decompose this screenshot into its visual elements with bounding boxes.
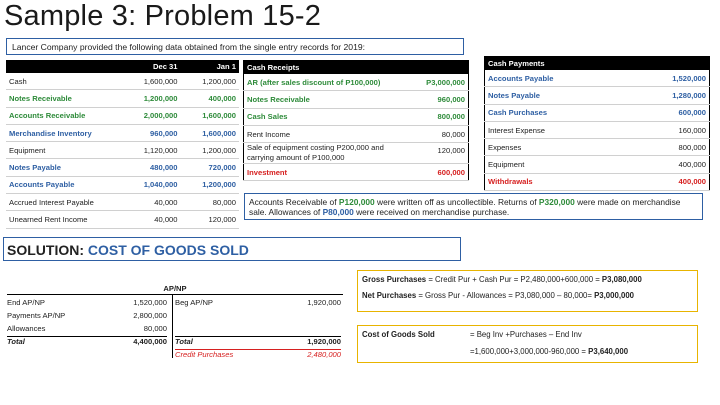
apnp-amount: 1,920,000: [307, 298, 341, 307]
apnp-t-account: [7, 283, 343, 370]
note-text-2: were written off as uncollectible. Returns of: [374, 197, 539, 207]
balance-row: [6, 142, 239, 159]
apnp-credit-total-row: [175, 336, 341, 350]
payment-row-label: Notes Payable: [485, 87, 629, 104]
receipt-row-label: Cash Sales: [244, 108, 411, 125]
gross-purchases-line: [362, 274, 693, 290]
balance-dec: 480,000: [122, 159, 181, 176]
note-value-returns: P320,000: [538, 197, 575, 207]
apnp-label: Total: [175, 337, 193, 346]
balance-row: [6, 90, 239, 107]
note-value-writeoff: P120,000: [338, 197, 375, 207]
apnp-amount: 80,000: [143, 324, 167, 333]
apnp-title: AP/NP: [7, 283, 343, 295]
apnp-label: Allowances: [7, 324, 46, 333]
cogs-calc: =1,600,000+3,000,000-960,000 =: [470, 347, 589, 356]
receipt-row: [244, 108, 469, 125]
payment-row: [485, 139, 710, 156]
receipt-row-amount: 960,000: [410, 91, 469, 108]
balance-jan: 1,200,000: [181, 176, 240, 193]
payment-row: [485, 156, 710, 173]
receipt-row-amount: 800,000: [410, 108, 469, 125]
balances-header-dec: Dec 31: [122, 60, 181, 73]
balance-label: Notes Receivable: [6, 90, 122, 107]
balance-label: Accounts Receivable: [6, 107, 122, 124]
apnp-debit-total-row: [7, 337, 167, 350]
payment-row-label: Interest Expense: [485, 121, 629, 138]
apnp-credit-side: [175, 298, 341, 363]
receipt-row-label: Investment: [244, 164, 411, 181]
apnp-amount: 2,480,000: [307, 350, 341, 359]
payment-row: [485, 104, 710, 121]
cash-payments-table: [484, 56, 710, 191]
apnp-label: Credit Purchases: [175, 350, 234, 359]
payment-row: [485, 173, 710, 190]
receipt-row-amount: 120,000: [410, 143, 469, 164]
balance-row: [6, 159, 239, 176]
apnp-credit-purchases-row: [175, 350, 341, 363]
receipt-row-label: AR (after sales discount of P100,000): [244, 74, 411, 91]
receipt-row: [244, 74, 469, 91]
payment-row-amount: 600,000: [629, 104, 710, 121]
apnp-amount: 2,800,000: [133, 311, 167, 320]
balance-jan: 1,200,000: [181, 73, 240, 90]
balance-label: Unearned Rent Income: [6, 211, 122, 228]
balance-jan: 1,200,000: [181, 142, 240, 159]
balances-header-label: [6, 60, 122, 73]
balances-table: [6, 60, 239, 229]
receipt-row-amount: 80,000: [410, 125, 469, 142]
receipt-row: [244, 164, 469, 181]
balance-dec: 960,000: [122, 124, 181, 141]
apnp-debit-row: [7, 311, 167, 324]
balance-jan: 720,000: [181, 159, 240, 176]
payment-row-amount: 400,000: [629, 156, 710, 173]
gross-formula: = Credit Pur + Cash Pur = P2,480,000+600,000 =: [426, 275, 602, 284]
purchases-box: [357, 270, 698, 312]
receipt-row-label: Sale of equipment costing P200,000 and carrying amount of P100,000: [244, 143, 411, 164]
apnp-debit-row: [7, 298, 167, 311]
note-text-1: Accounts Receivable of: [249, 197, 339, 207]
apnp-debit-row: [7, 324, 167, 337]
balance-dec: 1,200,000: [122, 90, 181, 107]
apnp-amount: 4,400,000: [133, 337, 167, 346]
balance-dec: 2,000,000: [122, 107, 181, 124]
adjustments-note: [244, 193, 703, 220]
receipt-row: [244, 91, 469, 108]
apnp-label: Beg AP/NP: [175, 298, 213, 307]
balance-dec: 1,120,000: [122, 142, 181, 159]
payment-row-label: Equipment: [485, 156, 629, 173]
balance-row: [6, 194, 239, 211]
cogs-formula: = Beg Inv +Purchases – End Inv: [470, 330, 582, 339]
apnp-credit-row: [175, 298, 341, 336]
receipt-row: [244, 143, 469, 164]
note-value-allowances: P80,000: [322, 207, 354, 217]
balance-label: Notes Payable: [6, 159, 122, 176]
payment-row-amount: 800,000: [629, 139, 710, 156]
gross-label: Gross Purchases: [362, 275, 427, 284]
balances-header-jan: Jan 1: [181, 60, 240, 73]
balance-row: [6, 176, 239, 193]
balance-label: Merchandise Inventory: [6, 124, 122, 141]
balance-label: Cash: [6, 73, 122, 90]
apnp-label: Payments AP/NP: [7, 311, 66, 320]
receipt-row-amount: P3,000,000: [410, 74, 469, 91]
net-label: Net Purchases: [362, 291, 417, 300]
balance-jan: 120,000: [181, 211, 240, 228]
apnp-label: End AP/NP: [7, 298, 45, 307]
receipts-header: Cash Receipts: [244, 61, 469, 75]
balance-jan: 80,000: [181, 194, 240, 211]
receipt-row-label: Rent Income: [244, 125, 411, 142]
payment-row-label: Accounts Payable: [485, 70, 629, 87]
balance-label: Equipment: [6, 142, 122, 159]
page-title: Sample 3: Problem 15-2: [4, 0, 322, 32]
note-text-4: were received on merchandise purchase.: [353, 207, 510, 217]
apnp-amount: 1,520,000: [133, 298, 167, 307]
balance-jan: 1,600,000: [181, 124, 240, 141]
solution-prefix: SOLUTION:: [7, 242, 88, 258]
balance-label: Accrued Interest Payable: [6, 194, 122, 211]
t-account-divider: [172, 295, 173, 358]
balance-row: [6, 124, 239, 141]
cogs-label: Cost of Goods Sold: [362, 330, 435, 339]
payment-row-label: Expenses: [485, 139, 629, 156]
apnp-amount: 1,920,000: [307, 337, 341, 346]
balance-jan: 1,600,000: [181, 107, 240, 124]
payment-row: [485, 70, 710, 87]
payment-row: [485, 121, 710, 138]
payment-row-amount: 400,000: [629, 173, 710, 190]
cogs-result: P3,640,000: [588, 347, 629, 356]
net-purchases-line: [362, 290, 693, 304]
receipt-row-label: Notes Receivable: [244, 91, 411, 108]
cogs-box: [357, 325, 698, 363]
balance-dec: 40,000: [122, 194, 181, 211]
balance-label: Accounts Payable: [6, 176, 122, 193]
payment-row-amount: 1,520,000: [629, 70, 710, 87]
cogs-calculation: [470, 347, 628, 356]
cash-receipts-table: [243, 60, 469, 181]
receipt-row-amount: 600,000: [410, 164, 469, 181]
balance-row: [6, 73, 239, 90]
balance-dec: 1,600,000: [122, 73, 181, 90]
payments-header: Cash Payments: [485, 57, 710, 71]
payment-row-amount: 1,280,000: [629, 87, 710, 104]
apnp-label: Total: [7, 337, 25, 346]
payment-row-label: Withdrawals: [485, 173, 629, 190]
balance-dec: 40,000: [122, 211, 181, 228]
solution-topic: COST OF GOODS SOLD: [87, 242, 249, 258]
net-formula: = Gross Pur - Allowances = P3,080,000 – 80,000=: [416, 291, 595, 300]
payment-row-amount: 160,000: [629, 121, 710, 138]
gross-result: P3,080,000: [601, 275, 642, 284]
balance-row: [6, 107, 239, 124]
payment-row-label: Cash Purchases: [485, 104, 629, 121]
balance-row: [6, 211, 239, 228]
net-result: P3,000,000: [594, 291, 634, 300]
balance-dec: 1,040,000: [122, 176, 181, 193]
payment-row: [485, 87, 710, 104]
note-text-3: were made on merchandise sale. Allowances of: [249, 197, 681, 217]
balance-jan: 400,000: [181, 90, 240, 107]
apnp-debit-side: [7, 298, 167, 350]
intro-text: Lancer Company provided the following data obtained from the single entry records for 2019:: [6, 38, 464, 55]
solution-heading: [3, 237, 461, 261]
receipt-row: [244, 125, 469, 142]
